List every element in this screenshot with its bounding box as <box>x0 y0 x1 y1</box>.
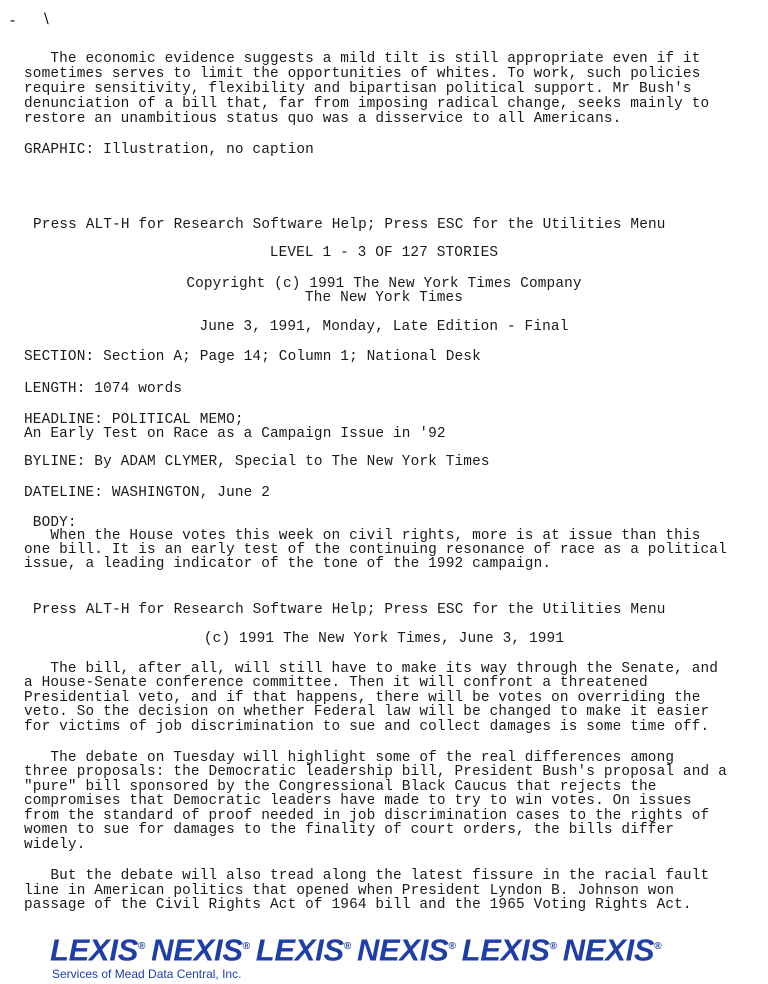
body-line: When the House votes this week on civil rights, more is at issue than this <box>24 528 701 544</box>
brand-lexis: LEXIS <box>50 932 139 968</box>
copyright-line: Copyright (c) 1991 The New York Times Company <box>186 276 582 292</box>
body-line: "pure" bill sponsored by the Congressional Black Caucus that rejects the <box>24 779 657 795</box>
brand-nexis: NEXIS <box>151 932 243 968</box>
length-field: LENGTH: 1074 words <box>24 381 183 397</box>
dateline-field: DATELINE: WASHINGTON, June 2 <box>24 485 271 501</box>
body-line: a House-Senate conference committee. Then it will confront a threatened <box>24 675 648 691</box>
help-line: Press ALT-H for Research Software Help; Press ESC for the Utilities Menu <box>33 602 666 618</box>
corner-mark-stroke: \ <box>44 11 49 27</box>
body-label: BODY: <box>24 515 77 531</box>
body-line: passage of the Civil Rights Act of 1964 bill and the 1965 Voting Rights Act. <box>24 897 692 913</box>
brand-nexis: NEXIS <box>356 932 449 968</box>
registered-mark: ® <box>138 941 146 952</box>
brand-wordmark-row <box>50 930 730 967</box>
lexis-nexis-footer <box>50 930 730 981</box>
headline-text: An Early Test on Race as a Campaign Issue in '92 <box>24 426 446 442</box>
body-line: Presidential veto, and if that happens, there will be votes on overriding the <box>24 690 701 706</box>
edition-date: June 3, 1991, Monday, Late Edition - Final <box>199 319 569 335</box>
registered-mark: ® <box>242 941 250 952</box>
help-line: Press ALT-H for Research Software Help; Press ESC for the Utilities Menu <box>33 217 666 233</box>
registered-mark: ® <box>654 941 662 952</box>
page-copyright: (c) 1991 The New York Times, June 3, 1991 <box>203 631 565 647</box>
brand-lexis: LEXIS <box>461 932 550 968</box>
intro-line: The economic evidence suggests a mild tilt is still appropriate even if it <box>24 51 701 67</box>
intro-line: sometimes serves to limit the opportunities of whites. To work, such policies <box>24 66 701 82</box>
byline-field: BYLINE: By ADAM CLYMER, Special to The New York Times <box>24 454 490 470</box>
intro-line: require sensitivity, flexibility and bipartisan political support. Mr Bush's <box>24 81 692 97</box>
body-line: The bill, after all, will still have to make its way through the Senate, and <box>24 661 719 677</box>
brand-lexis: LEXIS <box>255 932 344 968</box>
level-indicator: LEVEL 1 - 3 OF 127 STORIES <box>269 245 499 261</box>
section-field: SECTION: Section A; Page 14; Column 1; National Desk <box>24 349 481 365</box>
body-line: compromises that Democratic leaders have made to try to win votes. On issues <box>24 793 692 809</box>
services-tagline: Services of Mead Data Central, Inc. <box>52 967 242 982</box>
corner-mark-dash: - <box>10 13 16 29</box>
publication-name: The New York Times <box>304 290 464 306</box>
body-line: widely. <box>24 837 86 853</box>
body-line: The debate on Tuesday will highlight some of the real differences among <box>24 750 675 766</box>
intro-line: denunciation of a bill that, far from imposing radical change, seeks mainly to <box>24 96 710 112</box>
intro-line: restore an unambitious status quo was a disservice to all Americans. <box>24 111 622 127</box>
body-line: issue, a leading indicator of the tone of the 1992 campaign. <box>24 556 552 572</box>
body-line: for victims of job discrimination to sue and collect damages is some time off. <box>24 719 710 735</box>
registered-mark: ® <box>549 941 557 952</box>
brand-nexis: NEXIS <box>562 932 655 968</box>
body-line: one bill. It is an early test of the continuing resonance of race as a political <box>24 542 727 558</box>
registered-mark: ® <box>343 941 351 952</box>
body-line: line in American politics that opened when President Lyndon B. Johnson won <box>24 883 675 899</box>
body-line: women to sue for damages to the finality of court orders, the bills differ <box>24 822 675 838</box>
registered-mark: ® <box>448 941 456 952</box>
graphic-caption: GRAPHIC: Illustration, no caption <box>24 142 314 158</box>
body-line: three proposals: the Democratic leadership bill, President Bush's proposal and a <box>24 764 727 780</box>
body-line: from the standard of proof needed in job discrimination cases to the rights of <box>24 808 710 824</box>
headline-field: HEADLINE: POLITICAL MEMO; <box>24 412 244 428</box>
body-line: But the debate will also tread along the latest fissure in the racial fault <box>24 868 710 884</box>
body-line: veto. So the decision on whether Federal law will be changed to make it easier <box>24 704 710 720</box>
